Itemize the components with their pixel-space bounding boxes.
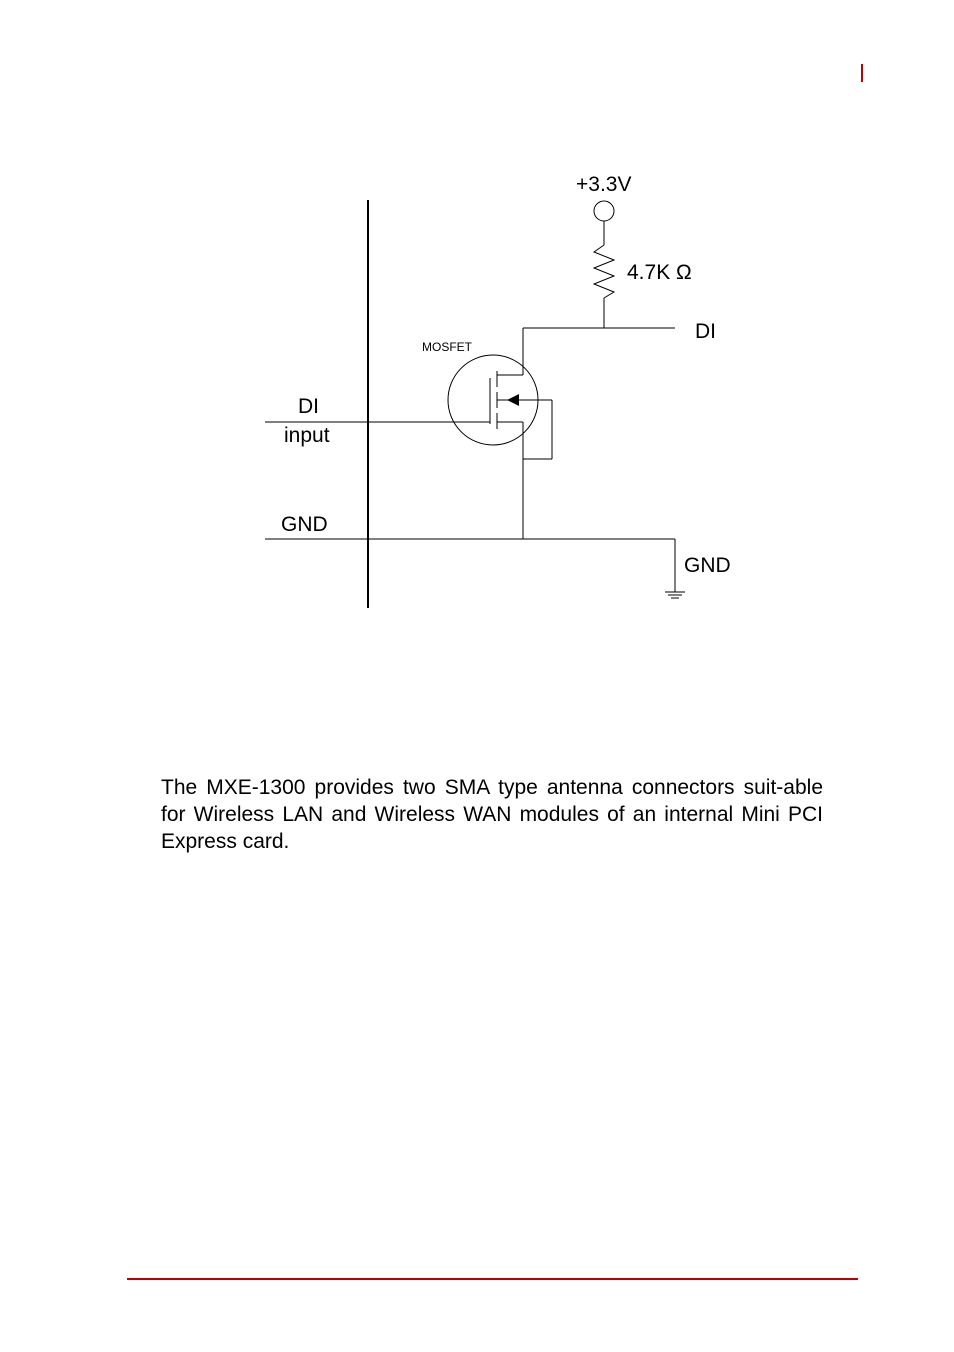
di-output-label: DI [695,320,716,343]
di-input-label-line1: DI [298,395,319,418]
mosfet-body-arrow [507,394,519,406]
antenna-connectors-paragraph: The MXE-1300 provides two SMA type antenna connectors suit-able for Wireless LAN and Wireless WAN modules of an internal Mini PCI Express card. [161,776,823,853]
gnd-right-label: GND [684,554,731,577]
pullup-resistor [594,245,614,298]
resistor-value-label: 4.7K Ω [627,261,692,284]
footer-rule [127,1278,858,1280]
supply-terminal [594,201,614,221]
mosfet-label: MOSFET [422,340,472,354]
di-input-label-line2: input [284,424,330,447]
gnd-left-label: GND [281,513,328,536]
supply-voltage-label: +3.3V [576,173,632,196]
